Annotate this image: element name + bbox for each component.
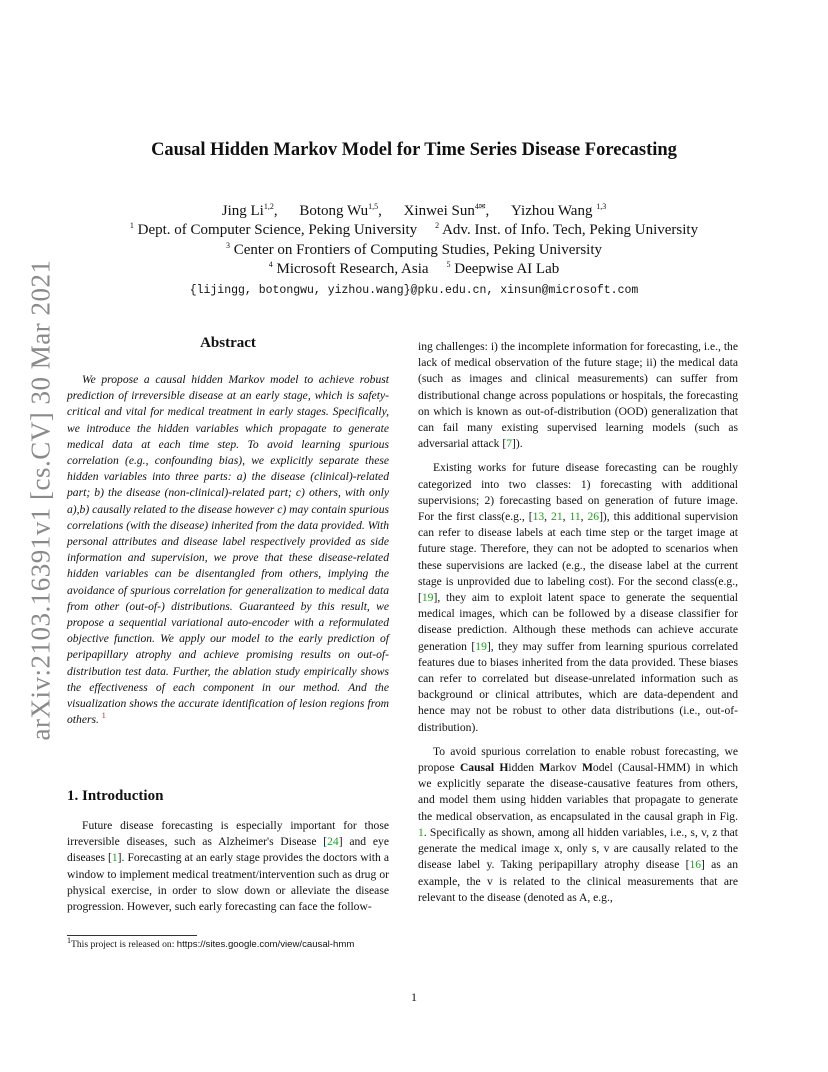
abstract-heading: Abstract	[200, 335, 256, 351]
citation-link[interactable]: 19	[421, 591, 434, 605]
paper-title: Causal Hidden Markov Model for Time Series Disease Forecasting	[151, 140, 677, 160]
citation-link[interactable]: 11	[569, 510, 581, 524]
figure-link[interactable]: 1	[418, 825, 424, 839]
affiliation-line: $^1$ Dept. of Computer Science, Peking University $^2$ Adv. Inst. of Info. Tech, Peking University	[129, 221, 699, 238]
footnote-marker[interactable]: 1	[101, 711, 106, 721]
author: Botong Wu$^{1,5}$,	[299, 202, 382, 219]
citation-link[interactable]: 13	[532, 510, 545, 524]
footnote: $^1$This project is released on: https://sites.google.com/view/causal-hmm	[67, 935, 355, 950]
arxiv-id-text: arXiv:2103.16391v1 [cs.CV] 30 Mar 2021	[25, 259, 56, 741]
citation-link[interactable]: 19	[475, 639, 487, 653]
author: Xinwei Sun$^{4✉}$,	[403, 202, 490, 219]
author-list	[0, 203, 828, 220]
affiliation-line: $^3$ Center on Frontiers of Computing Studies, Peking University	[225, 241, 603, 258]
author-emails: {lijingg, botongwu, yizhou.wang}@pku.edu.cn, xinsun@microsoft.com	[189, 284, 639, 297]
abstract-body: We propose a causal hidden Markov model to achieve robust prediction of irreversible disease at an early stage, which is safety-critical and vital for medical treatment in early stages. Specifically, we introduce the hidden variables which propagate to generate medical data at each time step. To avoid learning spurious correlation (e.g., confounding bias), we explicitly separate these hidden variables into three parts: a) the disease (clinical)-related part; b) the disease (non-clinical)-related part; c) others, with only a),b) causally related to the disease however c) may contain spurious correlations (with the disease) inherited from the data provided. With personal attributes and disease label respectively provided as side information and supervision, we prove that these disease-related hidden variables can be disentangled from others, implying the avoidance of spurious correlation for generalization to medical data from other (out-of-) distributions. Guaranteed by this result, we propose a sequential variational auto-encoder with a reformulated objective function. We apply our model to the early prediction of peripapillary atrophy and achieve promising results on out-of-distribution test data. Further, the ablation study empirically shows the effectiveness of each component in our method. And the visualization shows the accurate identification of lesion regions from others. $^1$	[67, 373, 389, 727]
page-number: 1	[411, 990, 417, 1004]
citation-link[interactable]: 1	[111, 851, 118, 865]
citation-link[interactable]: 21	[551, 510, 563, 524]
citation-link[interactable]: 24	[327, 835, 339, 849]
affiliation-line: $^4$ Microsoft Research, Asia $^5$ Deepwise AI Lab	[268, 260, 560, 277]
project-url[interactable]: https://sites.google.com/view/causal-hmm	[176, 939, 355, 950]
citation-link[interactable]: 7	[506, 437, 512, 451]
right-column-text: ing challenges: i) the incomplete information for forecasting, i.e., the lack of medical observation of the future stage; ii) the medical data (such as images and clinical measurements) can suffer from distributional change across populations or hospitals, the forecasting on which is known as out-of-distribution (OOD) generalization that can fail many existing supervised learning models (such as adversarial attack [7]). Existing works for future disease forecasting can be roughly categorized into two classes: 1) forecasting with additional supervisions; 2) forecasting based on generation of future image. For the first class(e.g., [13, 21, 11, 26]), this additional supervision can refer to disease labels at each time step or the target image at future stage. Therefore, they can not be adopted to scenarios when these supervisions are lacked (e.g., the disease label at the current stage is unprovided due to labeling cost). For the second class(e.g., [19], they aim to exploit latent space to generate the sequential medical images, which can be followed by a disease classifier for disease prediction. Although these methods can achieve accurate generation [19], they may suffer from learning spurious correlated features due to biases inherited from the data provided. These biases can refer to correlated but disease-unrelated information such as background or clinical attributes, which are data-dependent and hence may not be robust to other data distributions (i.e., out-of-distribution). To avoid spurious correlation to enable robust forecasting, we propose Causal Hidden Markov Model (Causal-HMM) in which we explicitly separate the disease-causative features from others, and model them using hidden variables that propagate to generate the medical observation, as encapsulated in the causal graph in Fig. 1. Specifically as shown, among all hidden variables, i.e., s, v, z that generate the medical image x, only s, v are causally related to the disease label y. Taking peripapillary atrophy disease [16] as an example, the v is related to the clinical measurements that are relevant to the disease (denoted as A, e.g.,	[418, 340, 739, 904]
citation-link[interactable]: 16	[689, 858, 702, 872]
introduction-paragraph: Future disease forecasting is especially important for those irreversible diseases, such as Alzheimer's Disease [24] and eye diseases [1]. Forecasting at an early stage provides the doctors with a window to implement medical treatment/intervention such as drug or physical exercise, in order to slow down or alleviate the disease progression. However, such early forecasting can face the follow-	[67, 819, 389, 914]
section-heading-introduction: 1. Introduction	[67, 788, 164, 804]
author: Jing Li$^{1,2}$,	[221, 202, 278, 219]
author: Yizhou Wang $^{1,3}$	[511, 202, 607, 219]
citation-link[interactable]: 26	[587, 510, 600, 524]
footnote-divider	[67, 935, 197, 936]
